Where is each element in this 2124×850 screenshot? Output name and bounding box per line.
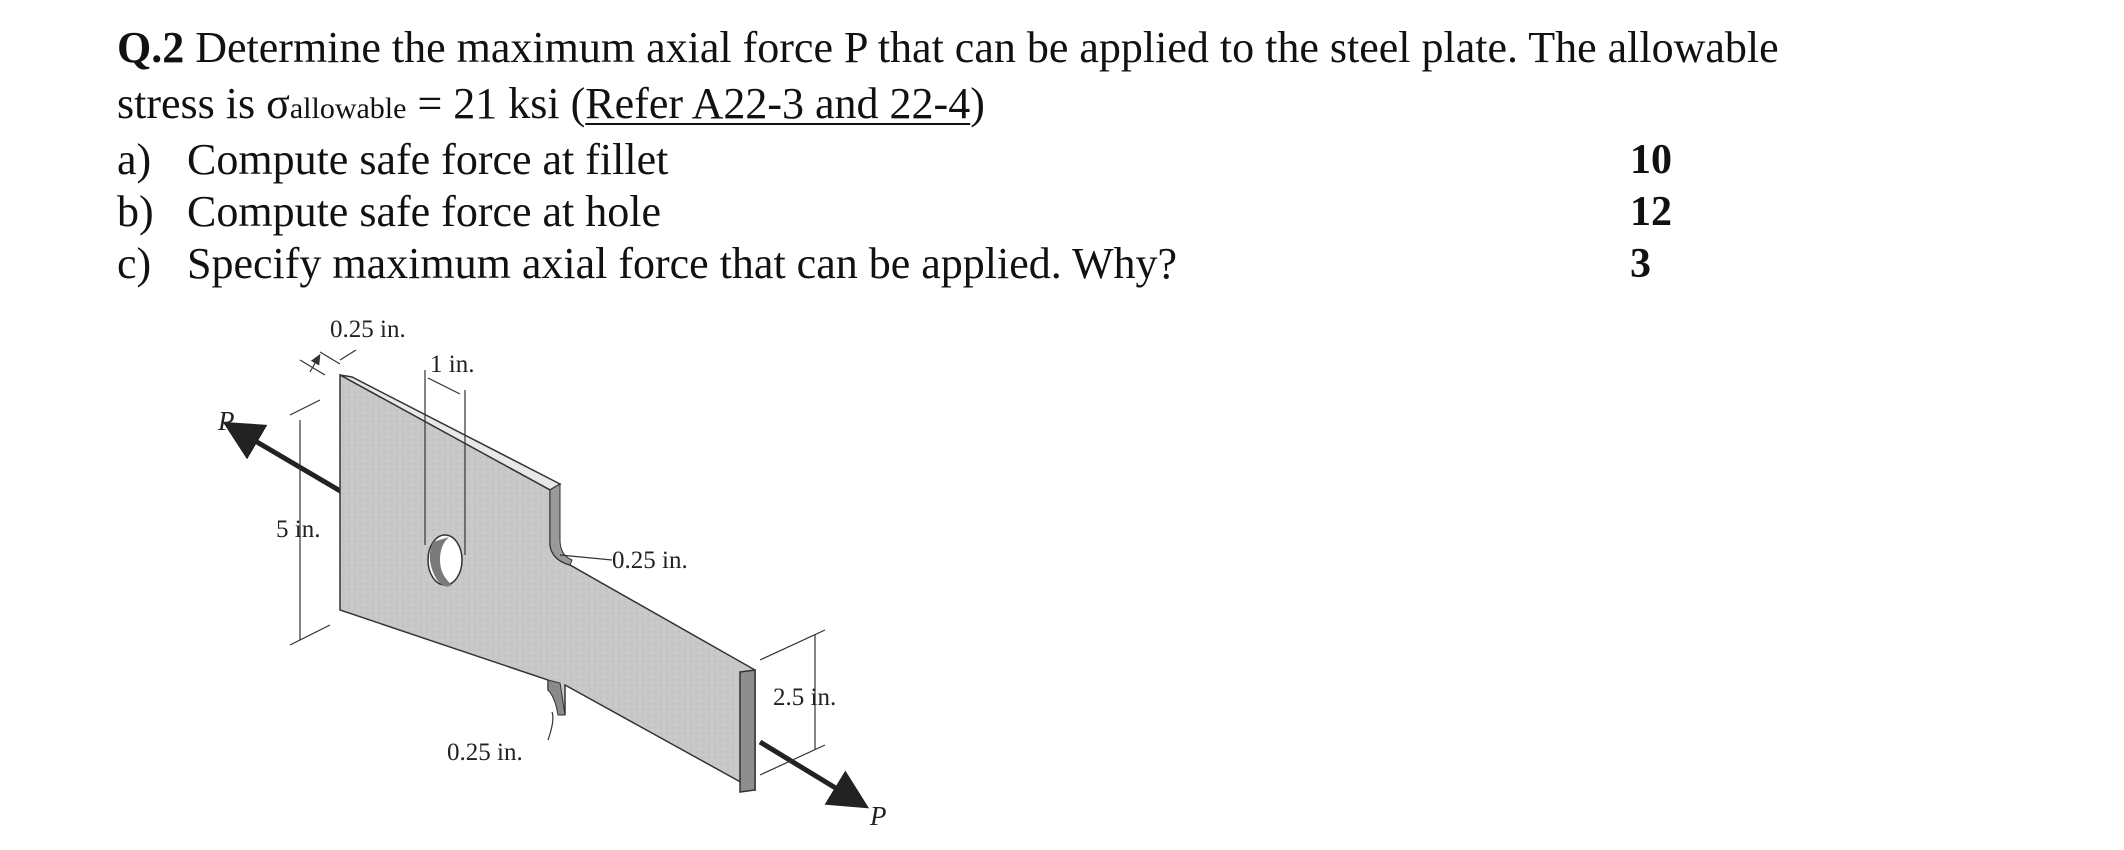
part-b-letter: b)	[117, 187, 154, 236]
label-hole-diameter: 1 in.	[430, 351, 475, 378]
label-narrow-width: 2.5 in.	[773, 684, 837, 711]
sigma-symbol: σ	[266, 79, 290, 128]
part-b-marks: 12	[1630, 189, 1672, 235]
fillet-notch-top	[550, 484, 572, 565]
label-wide-width: 5 in.	[276, 516, 321, 543]
part-a-letter: a)	[117, 135, 152, 184]
plate-end-side	[740, 670, 755, 792]
label-thickness: 0.25 in.	[330, 316, 406, 343]
stress-prefix: stress is	[117, 79, 267, 128]
stress-value: = 21 ksi	[406, 79, 571, 128]
plate-face	[340, 375, 755, 790]
force-arrow-left	[240, 432, 342, 492]
reference-open: (	[570, 79, 586, 128]
sigma-subscript: allowable	[289, 92, 407, 125]
part-c-marks: 3	[1630, 241, 1651, 287]
reference-close: )	[970, 79, 985, 128]
reference-link: Refer A22-3 and 22-4	[585, 79, 971, 128]
question-number: Q.2	[117, 23, 185, 72]
part-a-text: Compute safe force at fillet	[187, 135, 669, 184]
label-force-left: P	[218, 406, 235, 436]
part-c-text: Specify maximum axial force that can be applied. Why?	[187, 239, 1178, 288]
label-fillet-bottom: 0.25 in.	[447, 739, 523, 766]
label-force-right: P	[870, 801, 887, 831]
question-statement: Determine the maximum axial force P that can be applied to the steel plate. The allowable	[195, 23, 1779, 72]
part-b-text: Compute safe force at hole	[187, 187, 662, 236]
part-c-letter: c)	[117, 239, 152, 288]
part-a-marks: 10	[1630, 137, 1672, 183]
label-fillet-top: 0.25 in.	[612, 547, 688, 574]
force-arrow-right	[760, 742, 852, 798]
